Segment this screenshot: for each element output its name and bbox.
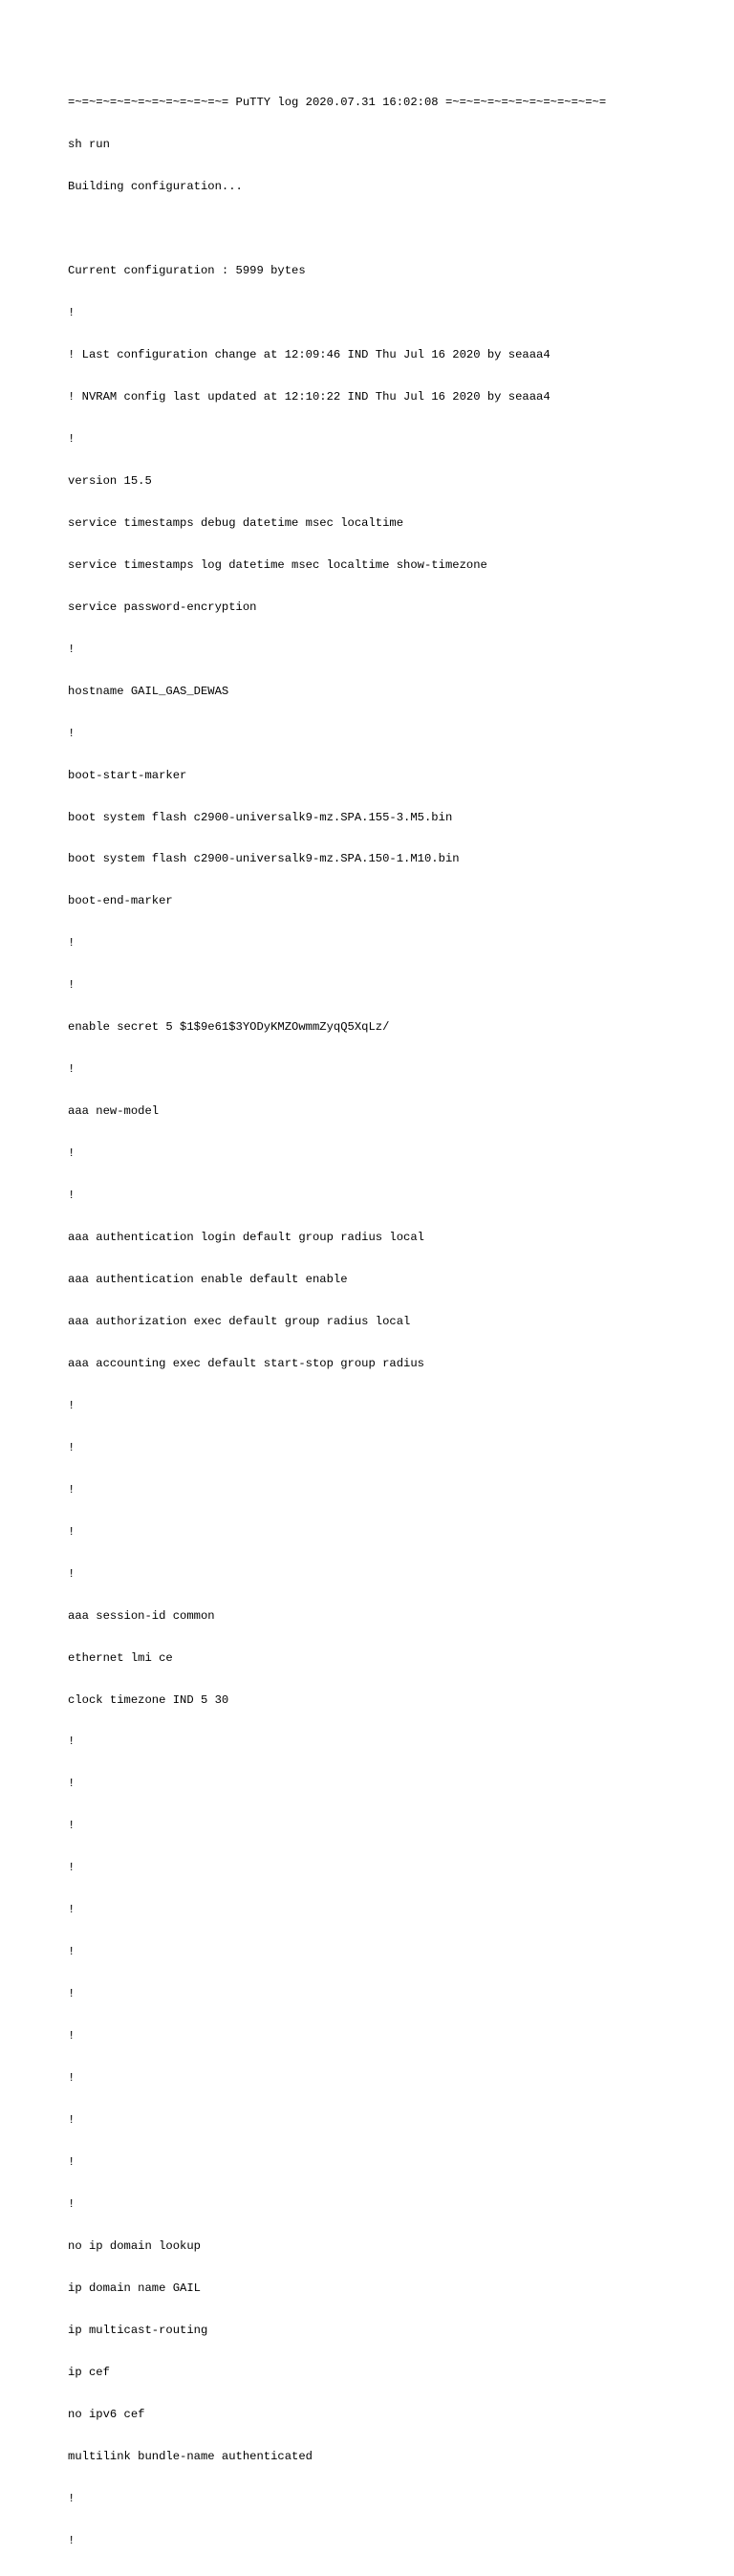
log-line: ! — [68, 1777, 76, 1791]
log-line: version 15.5 — [68, 473, 152, 488]
log-line: service timestamps log datetime msec localtime show-timezone — [68, 557, 487, 572]
log-line: ! — [68, 1945, 76, 1959]
log-line — [68, 222, 606, 236]
log-line: aaa accounting exec default start-stop group radius — [68, 1356, 424, 1370]
log-line: ! — [68, 2155, 76, 2170]
log-line: boot-start-marker — [68, 768, 187, 782]
log-line: ! NVRAM config last updated at 12:10:22 IND Thu Jul 16 2020 by seaaa4 — [68, 389, 550, 404]
log-line: hostname GAIL_GAS_DEWAS — [68, 684, 229, 698]
log-line: ip multicast-routing — [68, 2323, 208, 2337]
log-line: ! — [68, 306, 76, 320]
log-line: ! — [68, 2491, 76, 2505]
log-line: boot system flash c2900-universalk9-mz.SPA.155-3.M5.bin — [68, 810, 453, 824]
log-line: ip domain name GAIL — [68, 2281, 201, 2295]
log-line: ip cef — [68, 2365, 110, 2379]
log-line: ! — [68, 1524, 76, 1539]
log-line: multilink bundle-name authenticated — [68, 2449, 313, 2463]
log-line: enable secret 5 $1$9e61$3YODyKMZOwmmZyqQ5XqLz/ — [68, 1020, 390, 1035]
log-line: ! — [68, 1440, 76, 1454]
log-line: ! — [68, 1398, 76, 1412]
log-line: service timestamps debug datetime msec localtime — [68, 515, 404, 530]
log-line: no ipv6 cef — [68, 2407, 145, 2421]
log-line: Building configuration... — [68, 180, 243, 194]
log-line: ! — [68, 1819, 76, 1833]
log-line: service password-encryption — [68, 600, 257, 614]
log-line: ! — [68, 726, 76, 740]
log-line: ! — [68, 1146, 76, 1161]
log-line: aaa new-model — [68, 1104, 160, 1119]
log-line: ! — [68, 936, 76, 950]
log-line: ! — [68, 1903, 76, 1917]
log-line: Current configuration : 5999 bytes — [68, 264, 306, 278]
log-line: aaa authorization exec default group radius local — [68, 1314, 411, 1328]
log-line: ! — [68, 2196, 76, 2211]
log-line: ! — [68, 1987, 76, 2001]
log-line: boot system flash c2900-universalk9-mz.SPA.150-1.M10.bin — [68, 852, 460, 866]
log-line: ! — [68, 1861, 76, 1875]
log-line: aaa authentication enable default enable — [68, 1273, 348, 1286]
log-line: ! — [68, 1566, 76, 1581]
log-line: ethernet lmi ce — [68, 1650, 173, 1665]
log-header: =~=~=~=~=~=~=~=~=~=~=~= PuTTY log 2020.07.31 16:02:08 =~=~=~=~=~=~=~=~=~=~=~= — [68, 96, 607, 110]
config-log-text — [68, 68, 606, 2576]
log-line: ! — [68, 2533, 76, 2547]
log-line: boot-end-marker — [68, 894, 173, 908]
log-line: ! — [68, 1482, 76, 1496]
log-line: clock timezone IND 5 30 — [68, 1692, 229, 1707]
log-line: no ip domain lookup — [68, 2238, 201, 2253]
log-line: ! — [68, 2113, 76, 2128]
log-line: ! — [68, 1062, 76, 1077]
log-line: ! — [68, 2029, 76, 2043]
log-line: ! — [68, 1189, 76, 1203]
log-line: sh run — [68, 138, 110, 152]
log-line: ! — [68, 978, 76, 993]
log-line: aaa authentication login default group radius local — [68, 1231, 424, 1245]
log-line: ! — [68, 642, 76, 656]
log-line: aaa session-id common — [68, 1608, 215, 1623]
log-line: ! — [68, 431, 76, 446]
log-line: ! — [68, 2071, 76, 2085]
log-line: ! Last configuration change at 12:09:46 IND Thu Jul 16 2020 by seaaa4 — [68, 348, 550, 362]
log-line: ! — [68, 1735, 76, 1749]
